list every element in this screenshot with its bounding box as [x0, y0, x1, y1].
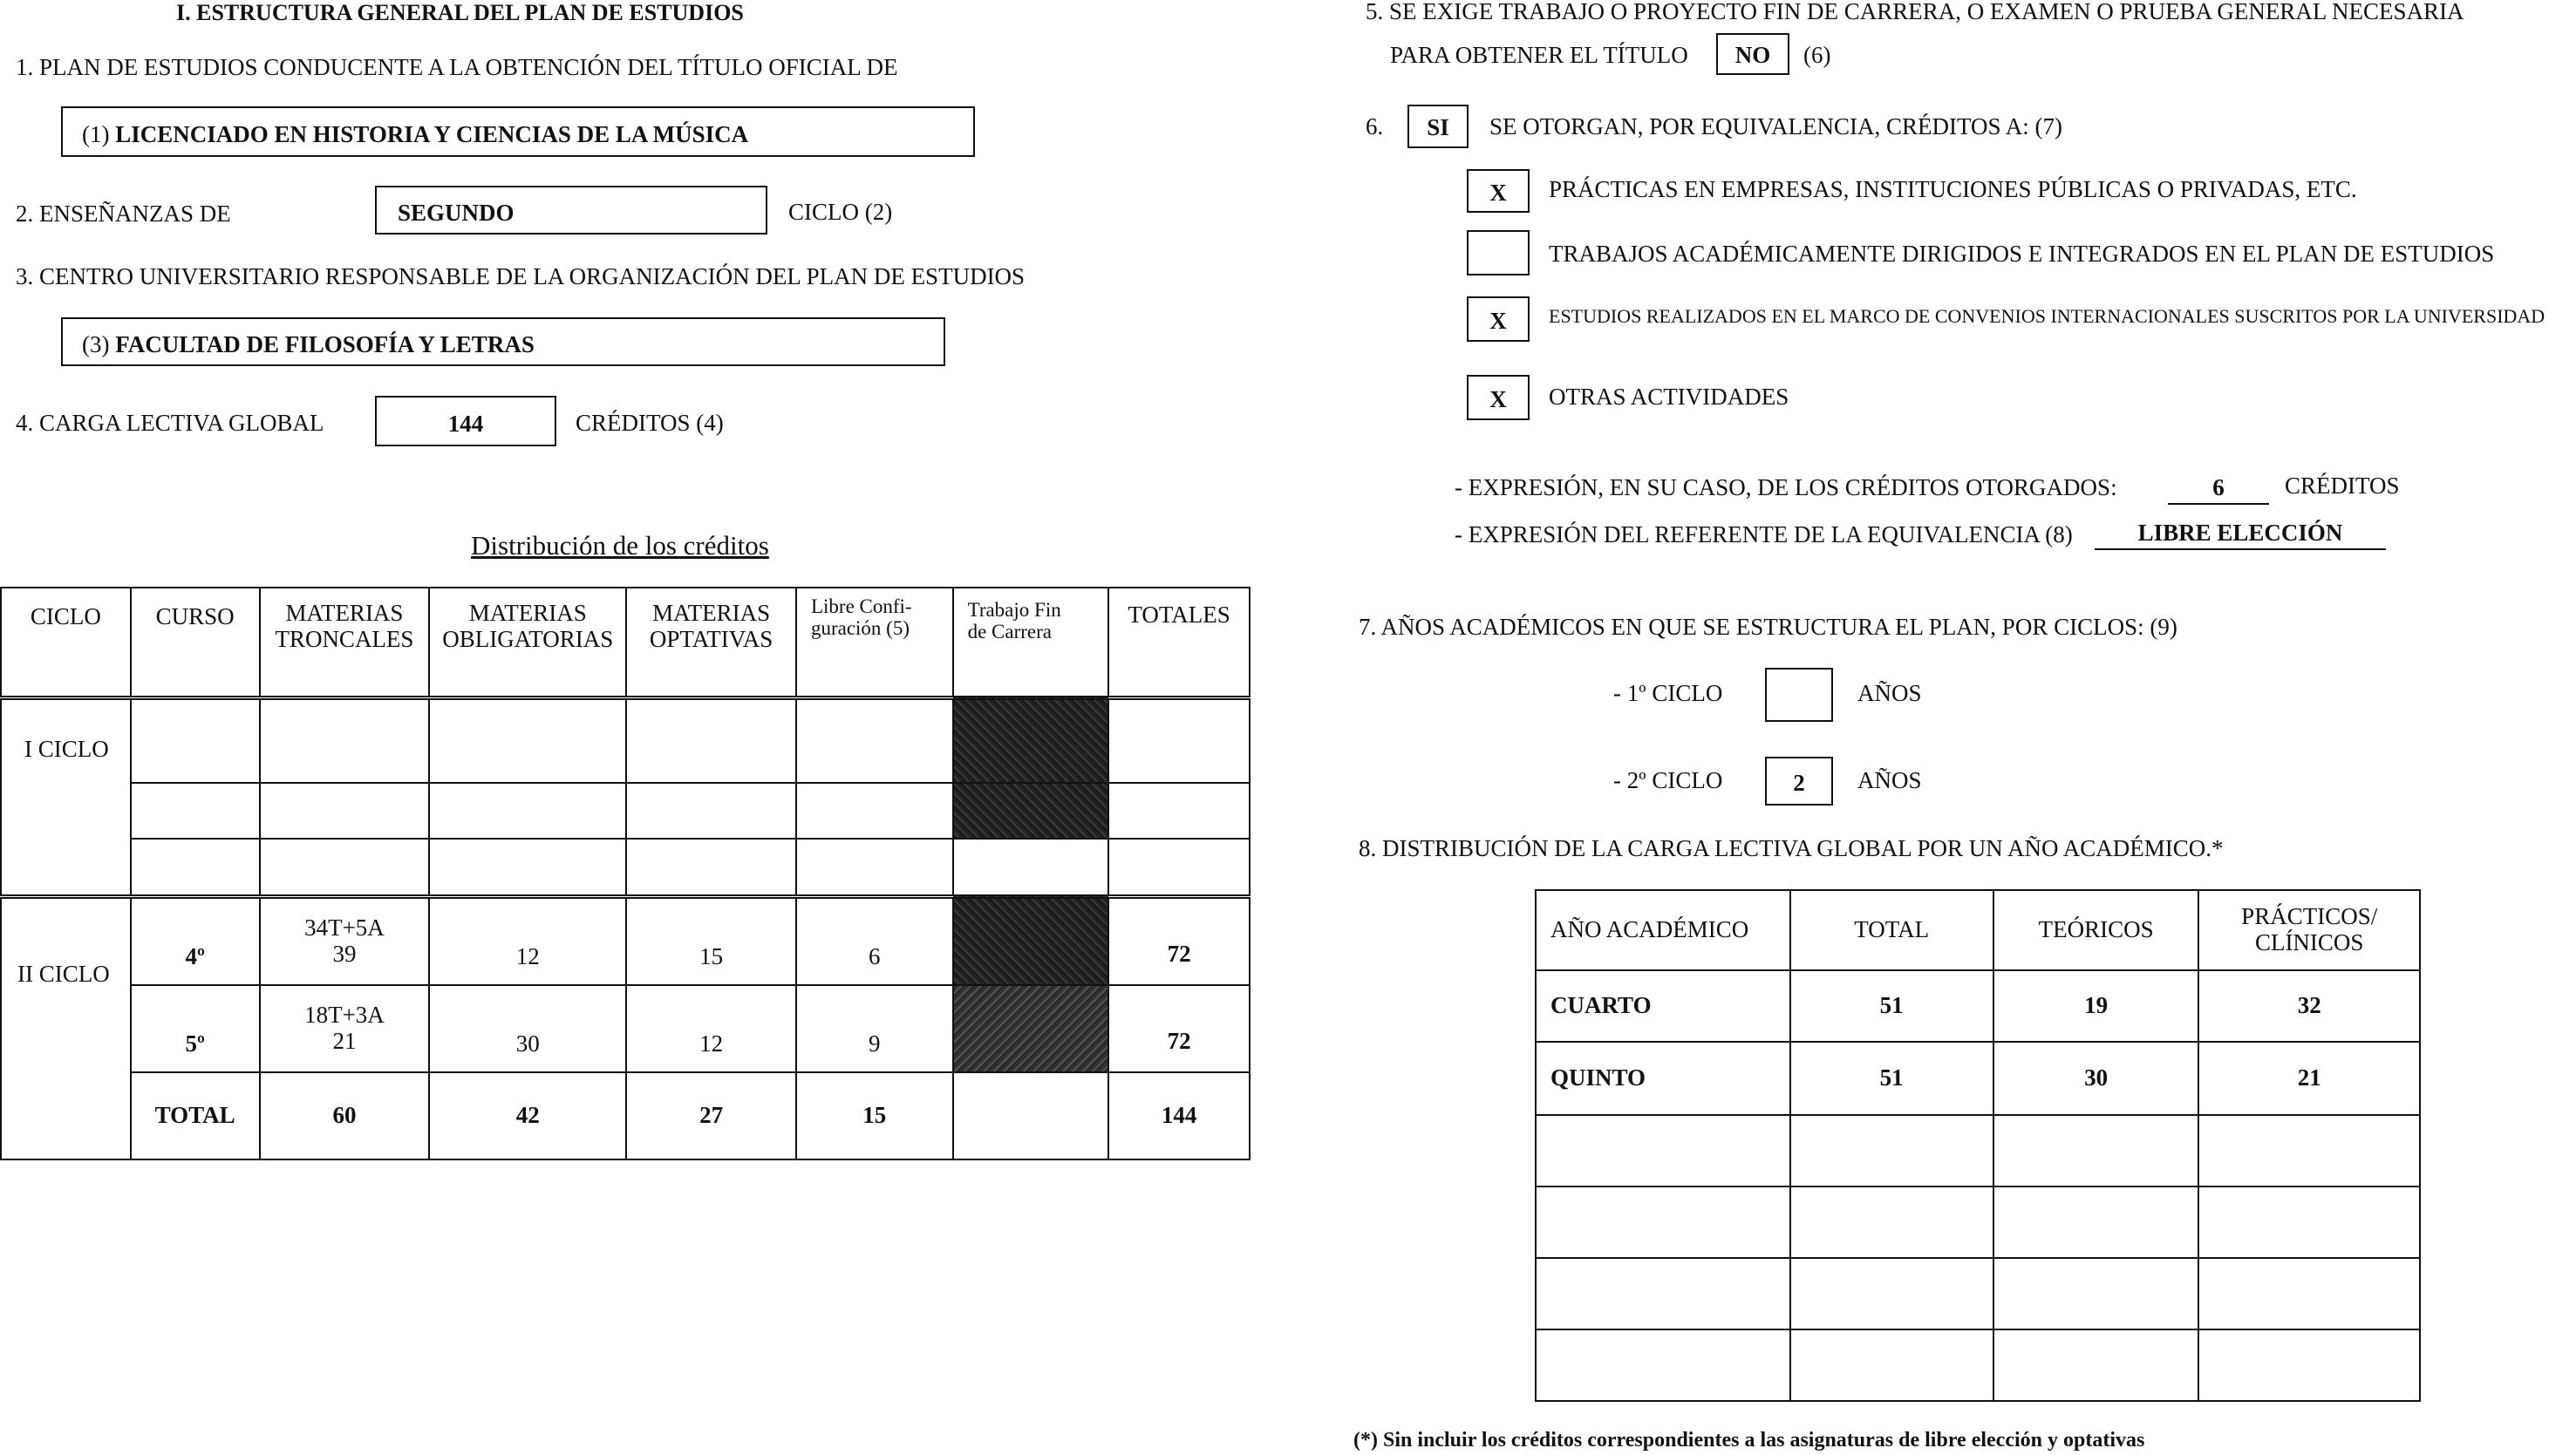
ciclo1-years-suffix: AÑOS — [1857, 680, 1922, 706]
total-row — [1, 1072, 1250, 1159]
ciclo1-row-3 — [1, 839, 1250, 896]
totales-cell: 72 — [1108, 896, 1250, 985]
ciclo2-label: II CICLO — [1, 896, 131, 1159]
t8-col-practicos: PRÁCTICOS/ CLÍNICOS — [2198, 890, 2420, 970]
shaded-cell — [953, 985, 1109, 1072]
q2-value: SEGUNDO — [398, 200, 515, 226]
t8-total: 51 — [1790, 970, 1993, 1042]
q5-note: (6) — [1803, 42, 1831, 68]
q3-value-box — [61, 317, 945, 366]
shaded-cell — [953, 783, 1109, 839]
t8-row — [1536, 1042, 2420, 1115]
troncales-cell: 34T+5A 39 — [260, 896, 430, 985]
distribution-title: Distribución de los créditos — [471, 530, 769, 561]
option-checkbox-1[interactable] — [1467, 169, 1530, 213]
t8-empty-row — [1536, 1186, 2420, 1258]
obligatorias-cell: 30 — [429, 985, 626, 1072]
troncales-cell: 18T+3A 21 — [260, 985, 430, 1072]
t8-empty-row — [1536, 1329, 2420, 1401]
q3-value-prefix: (3) — [82, 331, 110, 357]
t8-anio: QUINTO — [1536, 1042, 1790, 1115]
ciclo1-label: I CICLO — [1, 697, 131, 896]
t8-total: 51 — [1790, 1042, 1993, 1115]
t8-header-row — [1536, 890, 2420, 970]
expr-creditos-suffix: CRÉDITOS — [2285, 473, 2400, 499]
t8-anio: CUARTO — [1536, 970, 1790, 1042]
q4-label: 4. CARGA LECTIVA GLOBAL — [16, 410, 324, 436]
option-label-2: TRABAJOS ACADÉMICAMENTE DIRIGIDOS E INTEGRADOS EN EL PLAN DE ESTUDIOS — [1549, 241, 2495, 267]
total-totales: 144 — [1108, 1072, 1250, 1159]
col-trabajo-fin-carrera: Trabajo Fin de Carrera — [953, 588, 1109, 697]
ciclo2-years-label: - 2º CICLO — [1613, 767, 1723, 793]
academic-year-table — [1535, 889, 2421, 1402]
total-obligatorias: 42 — [429, 1072, 626, 1159]
q6-value: SI — [1427, 114, 1449, 140]
col-obligatorias: MATERIAS OBLIGATORIAS — [429, 588, 626, 697]
col-curso: CURSO — [131, 588, 260, 697]
expr-ref-value: LIBRE ELECCIÓN — [2095, 521, 2386, 550]
totales-cell: 72 — [1108, 985, 1250, 1072]
col-libre-configuracion: Libre Confi- guración (5) — [796, 588, 953, 697]
curso-cell: 4º — [131, 896, 260, 985]
checkbox-mark: X — [1489, 180, 1507, 206]
q5-line2: PARA OBTENER EL TÍTULO — [1390, 42, 1688, 68]
q3-value: FACULTAD DE FILOSOFÍA Y LETRAS — [115, 331, 535, 357]
q6-number: 6. — [1366, 113, 1384, 139]
option-label-3: ESTUDIOS REALIZADOS EN EL MARCO DE CONVENIOS INTERNACIONALES SUSCRITOS POR LA UNIVERSIDAD — [1549, 305, 2545, 327]
curso-cell: 5º — [131, 985, 260, 1072]
option-label-1: PRÁCTICAS EN EMPRESAS, INSTITUCIONES PÚBLICAS O PRIVADAS, ETC. — [1549, 176, 2357, 202]
option-checkbox-3[interactable] — [1467, 296, 1530, 342]
section-title: I. ESTRUCTURA GENERAL DEL PLAN DE ESTUDIOS — [176, 0, 744, 25]
checkbox-mark: X — [1489, 308, 1507, 334]
libre-cell: 6 — [796, 896, 953, 985]
expr-creditos-label: - EXPRESIÓN, EN SU CASO, DE LOS CRÉDITOS OTORGADOS: — [1455, 474, 2117, 500]
total-libre: 15 — [796, 1072, 953, 1159]
ciclo2-years-value: 2 — [1793, 770, 1805, 796]
t8-teoricos: 30 — [1993, 1042, 2199, 1115]
ciclo2-years-box — [1765, 757, 1833, 806]
q1-value-box — [61, 106, 975, 157]
expr-ref-label: - EXPRESIÓN DEL REFERENTE DE LA EQUIVALENCIA (8) — [1455, 521, 2073, 547]
t8-practicos: 21 — [2198, 1042, 2420, 1115]
expr-creditos-value: 6 — [2168, 476, 2269, 505]
footnote: (*) Sin incluir los créditos correspondientes a las asignaturas de libre elección y optativas — [1353, 1429, 2145, 1452]
total-optativas: 27 — [626, 1072, 796, 1159]
ciclo2-row-4 — [1, 896, 1250, 985]
total-troncales: 60 — [260, 1072, 430, 1159]
credits-table — [0, 587, 1251, 1160]
col-optativas: MATERIAS OPTATIVAS — [626, 588, 796, 697]
t8-col-total: TOTAL — [1790, 890, 1993, 970]
ciclo1-row-2 — [1, 783, 1250, 839]
q5-value-box — [1716, 33, 1789, 75]
total-label: TOTAL — [131, 1072, 260, 1159]
option-checkbox-4[interactable] — [1467, 375, 1530, 420]
q4-value: 144 — [447, 411, 484, 437]
q2-value-box — [375, 186, 767, 235]
q6-text: SE OTORGAN, POR EQUIVALENCIA, CRÉDITOS A: (7) — [1489, 113, 2063, 139]
ciclo1-years-label: - 1º CICLO — [1613, 680, 1723, 706]
ciclo2-row-5 — [1, 985, 1250, 1072]
shaded-cell — [953, 896, 1109, 985]
ciclo1-row-1 — [1, 697, 1250, 783]
credits-header-row — [1, 588, 1250, 697]
q8-label: 8. DISTRIBUCIÓN DE LA CARGA LECTIVA GLOBAL POR UN AÑO ACADÉMICO.* — [1359, 835, 2224, 861]
option-checkbox-2[interactable] — [1467, 230, 1530, 275]
col-ciclo: CICLO — [1, 588, 131, 697]
q1-value: LICENCIADO EN HISTORIA Y CIENCIAS DE LA MÚSICA — [115, 121, 749, 147]
q6-value-box — [1407, 105, 1469, 148]
col-totales: TOTALES — [1108, 588, 1250, 697]
ciclo2-years-suffix: AÑOS — [1857, 767, 1922, 793]
libre-cell: 9 — [796, 985, 953, 1072]
obligatorias-cell: 12 — [429, 896, 626, 985]
optativas-cell: 15 — [626, 896, 796, 985]
q3-label: 3. CENTRO UNIVERSITARIO RESPONSABLE DE LA ORGANIZACIÓN DEL PLAN DE ESTUDIOS — [16, 263, 1026, 289]
q2-suffix: CICLO (2) — [788, 199, 893, 225]
q7-label: 7. AÑOS ACADÉMICOS EN QUE SE ESTRUCTURA EL PLAN, POR CICLOS: (9) — [1359, 614, 2177, 640]
q1-label: 1. PLAN DE ESTUDIOS CONDUCENTE A LA OBTENCIÓN DEL TÍTULO OFICIAL DE — [16, 54, 898, 80]
q4-suffix: CRÉDITOS (4) — [576, 410, 724, 436]
ciclo1-years-box — [1765, 668, 1833, 722]
q4-value-box — [375, 396, 556, 446]
checkbox-mark: X — [1489, 386, 1507, 412]
t8-empty-row — [1536, 1258, 2420, 1329]
optativas-cell: 12 — [626, 985, 796, 1072]
t8-teoricos: 19 — [1993, 970, 2199, 1042]
q5-line1: 5. SE EXIGE TRABAJO O PROYECTO FIN DE CARRERA, O EXAMEN O PRUEBA GENERAL NECESARIA — [1366, 0, 2464, 24]
t8-row — [1536, 970, 2420, 1042]
q2-label: 2. ENSEÑANZAS DE — [16, 201, 231, 227]
col-troncales: MATERIAS TRONCALES — [260, 588, 430, 697]
q1-value-prefix: (1) — [82, 121, 110, 147]
option-label-4: OTRAS ACTIVIDADES — [1549, 384, 1789, 410]
t8-col-anio: AÑO ACADÉMICO — [1536, 890, 1790, 970]
q5-value: NO — [1734, 42, 1771, 68]
t8-empty-row — [1536, 1115, 2420, 1186]
shaded-cell — [953, 697, 1109, 783]
t8-practicos: 32 — [2198, 970, 2420, 1042]
t8-col-teoricos: TEÓRICOS — [1993, 890, 2199, 970]
